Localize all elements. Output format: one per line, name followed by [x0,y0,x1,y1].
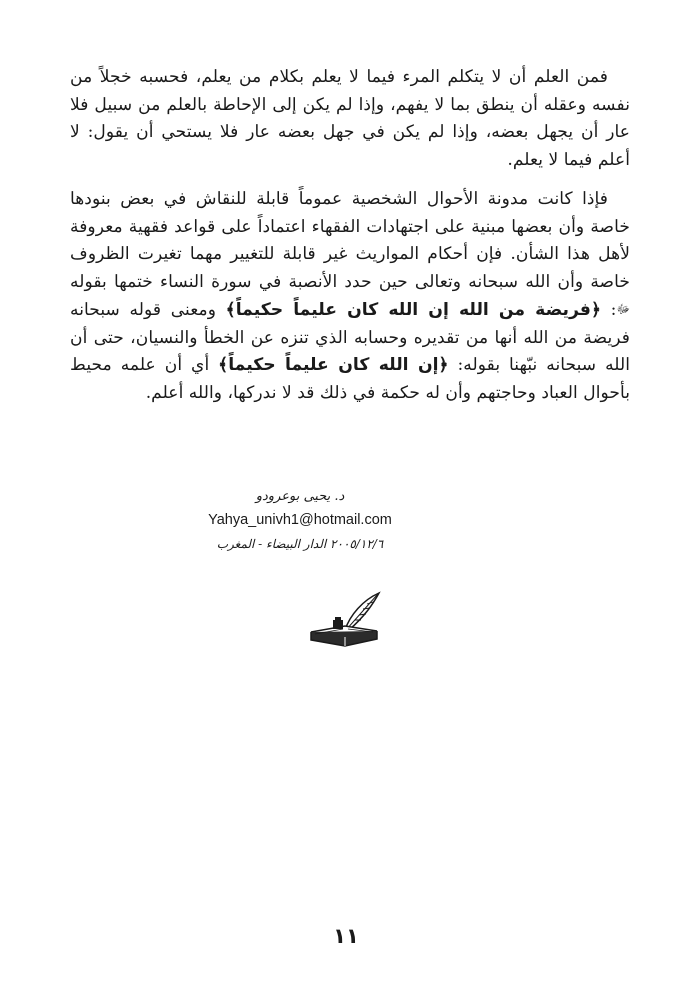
quill-and-book-icon [305,590,385,650]
colon: : [601,300,617,320]
author-name: د. يحيى بوعرودو [255,489,345,504]
author-email: Yahya_univh1@hotmail.com [208,512,392,528]
paragraph-2-text-middle: ومعنى قوله سبحانه فريضة من الله أنها من تقديره وحسابه الذي تنزه عن الخطأ والنسيان، حتى أن الله سبحانه نبّهنا بقوله: [70,300,630,375]
paragraph-2-text-end: أي أن علمه محيط بأحوال العباد وحاجتهم وأن له حكمة في ذلك قد لا ندركها، والله أعلم. [70,355,630,403]
quran-quote-2: ﴿إن الله كان عليماً حكيماً﴾ [218,355,449,375]
honorific-glyph: ﷻ [616,302,630,316]
page-number: ١١ [333,924,359,948]
paragraph-2 [70,186,630,407]
paragraph-1 [70,64,630,174]
body-text [70,64,630,407]
date-and-place: ٢٠٠٥/١٢/٦ الدار البيضاء - المغرب [216,537,384,551]
quran-quote-1: ﴿فريضة من الله إن الله كان عليماً حكيماً﴾ [225,300,602,320]
paragraph-1-text: فمن العلم أن لا يتكلم المرء فيما لا يعلم بكلام من يعلم، فحسبه خجلاً من نفسه وعقله أن ينطق بما لا يفهم، وإذا لم يكن إلى الإحاطة بالعلم من سبيل فلا عار أن يجهل بعضه، وإذا لم يكن في جهل بعضه عار فلا يستحي أن يقول: لا أعلم فيما لا يعلم. [70,67,630,170]
signature-block [180,487,420,555]
paragraph-2-text-start: فإذا كانت مدونة الأحوال الشخصية عموماً قابلة للنقاش في بعض بنودها خاصة وأن بعضها مبنية على اجتهادات الفقهاء اعتماداً على قواعد فقهية معروفة لأهل هذا الشأن. فإن أحكام المواريث غير قابلة للتغيير مهما تغيرت الظروف خاصة وأن الله سبحانه وتعالى حين حدد الأنصبة في سورة النساء ختمها بقوله [70,189,630,292]
